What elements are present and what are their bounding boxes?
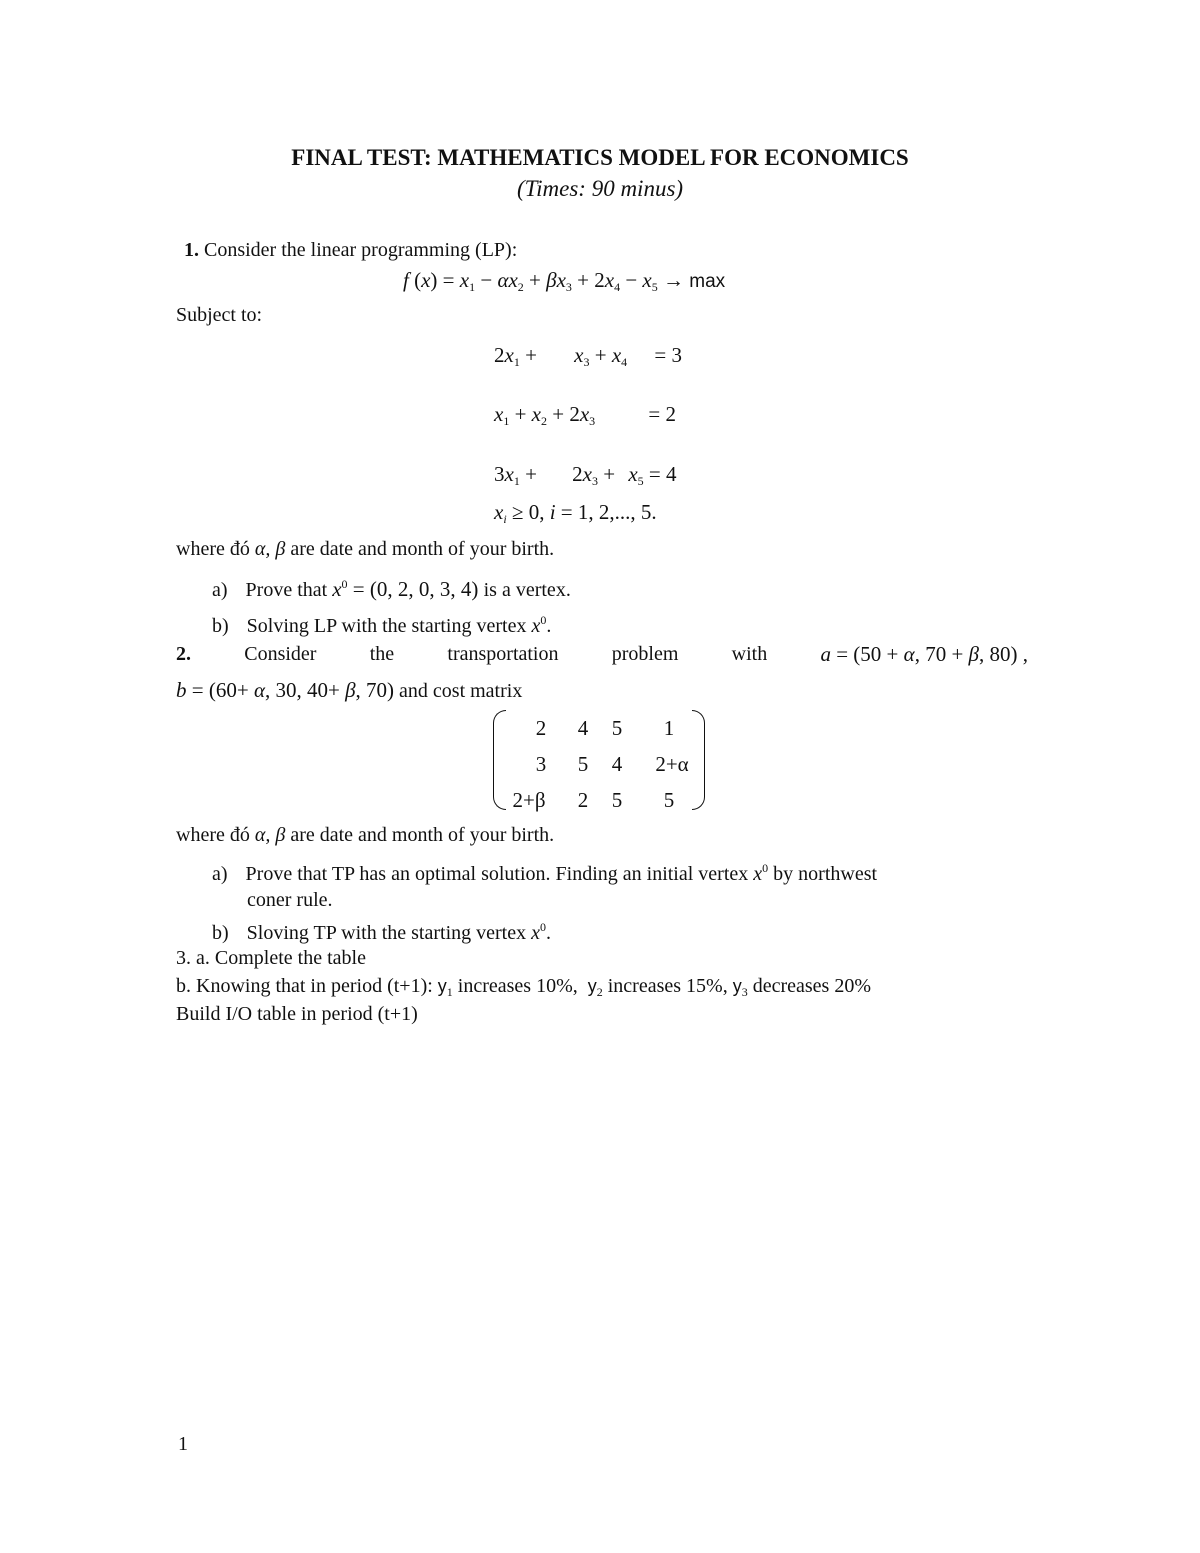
q1-part-b-label: b)	[212, 615, 229, 637]
nonnegativity-constraint: $x_i \ge 0$, i = 1, 2,..., 5.	[494, 500, 657, 526]
q1-intro	[184, 240, 517, 260]
q2-number: 2.	[176, 643, 191, 665]
q2-line-1: 2. Consider the transportation problem with a = (50 + α, 70 + β, 80) ,	[176, 642, 1028, 666]
matrix-cell: 2+α	[655, 752, 689, 776]
q1-where: where đó α, β are date and month of your birth.	[176, 538, 555, 560]
matrix-cell: 4	[611, 752, 623, 776]
cost-matrix	[493, 710, 705, 810]
matrix-cell: 3	[535, 752, 547, 776]
q1-objective: f $(x) = x_1 - \alpha x_2 + \beta x_3 + 2x_4 - x_5 \to \max$	[403, 268, 726, 294]
matrix-cell: 5	[663, 788, 675, 812]
q3-line-1: 3. a. Complete the table	[176, 947, 366, 969]
matrix-cell: 4	[577, 716, 589, 740]
q2-where: where đó α, β are date and month of your birth.	[176, 824, 555, 846]
constraint-3: $3x_1 + 2x_3 + x_5 = 4$	[494, 462, 677, 488]
q1-part-b: b) Solving LP with the starting vertex $x^0$.	[212, 613, 552, 637]
q1-subject-to: Subject to:	[176, 304, 263, 326]
q2-line-2: b = (60+ α, 30, 40+ β, 70) and cost matrix	[176, 678, 523, 702]
q3-line-3: Build I/O table in period (t+1)	[176, 1003, 418, 1025]
constraint-2: $x_1 + x_2 + 2x_3 = 2$	[494, 402, 677, 428]
q2-part-a-line2: coner rule.	[247, 889, 333, 911]
supply-vector: a = (50 + α, 70 + β, 80) ,	[820, 642, 1028, 666]
matrix-cell: 2+β	[512, 788, 546, 812]
page-title: FINAL TEST: MATHEMATICS MODEL FOR ECONOMICS	[291, 145, 909, 170]
demand-vector: b = (60+ α, 30, 40+ β, 70)	[176, 678, 395, 702]
q1-number: 1.	[184, 239, 199, 261]
q2-part-b: b) Sloving TP with the starting vertex $x^0$.	[212, 920, 551, 944]
constraint-1: $2x_1 + x_3 + x_4 = 3$	[494, 343, 683, 369]
matrix-cell: 5	[611, 788, 623, 812]
q1-part-a-label: a)	[212, 579, 228, 601]
q3-line-2: b. Knowing that in period (t+1): $y_1$ increases 10%, $y_2$ increases 15%, $y_3$ decreases 20%	[176, 975, 871, 999]
page-number: 1	[178, 1433, 188, 1455]
q1-intro-text: Consider the linear programming (LP):	[204, 239, 518, 261]
matrix-cell: 5	[611, 716, 623, 740]
q2-part-a: a) Prove that TP has an optimal solution. Finding an initial vertex $x^0$ by northwest	[212, 861, 878, 885]
matrix-cell: 2	[577, 788, 589, 812]
q2-part-b-label: b)	[212, 922, 229, 944]
matrix-cell: 1	[663, 716, 675, 740]
q2-part-a-label: a)	[212, 863, 228, 885]
q1-part-a: a) Prove that $x^0 = (0$, 2, 0, 3, 4) is a vertex.	[212, 577, 571, 601]
matrix-cell: 2	[535, 716, 547, 740]
page-subtitle: (Times: 90 minus)	[516, 176, 684, 201]
matrix-cell: 5	[577, 752, 589, 776]
